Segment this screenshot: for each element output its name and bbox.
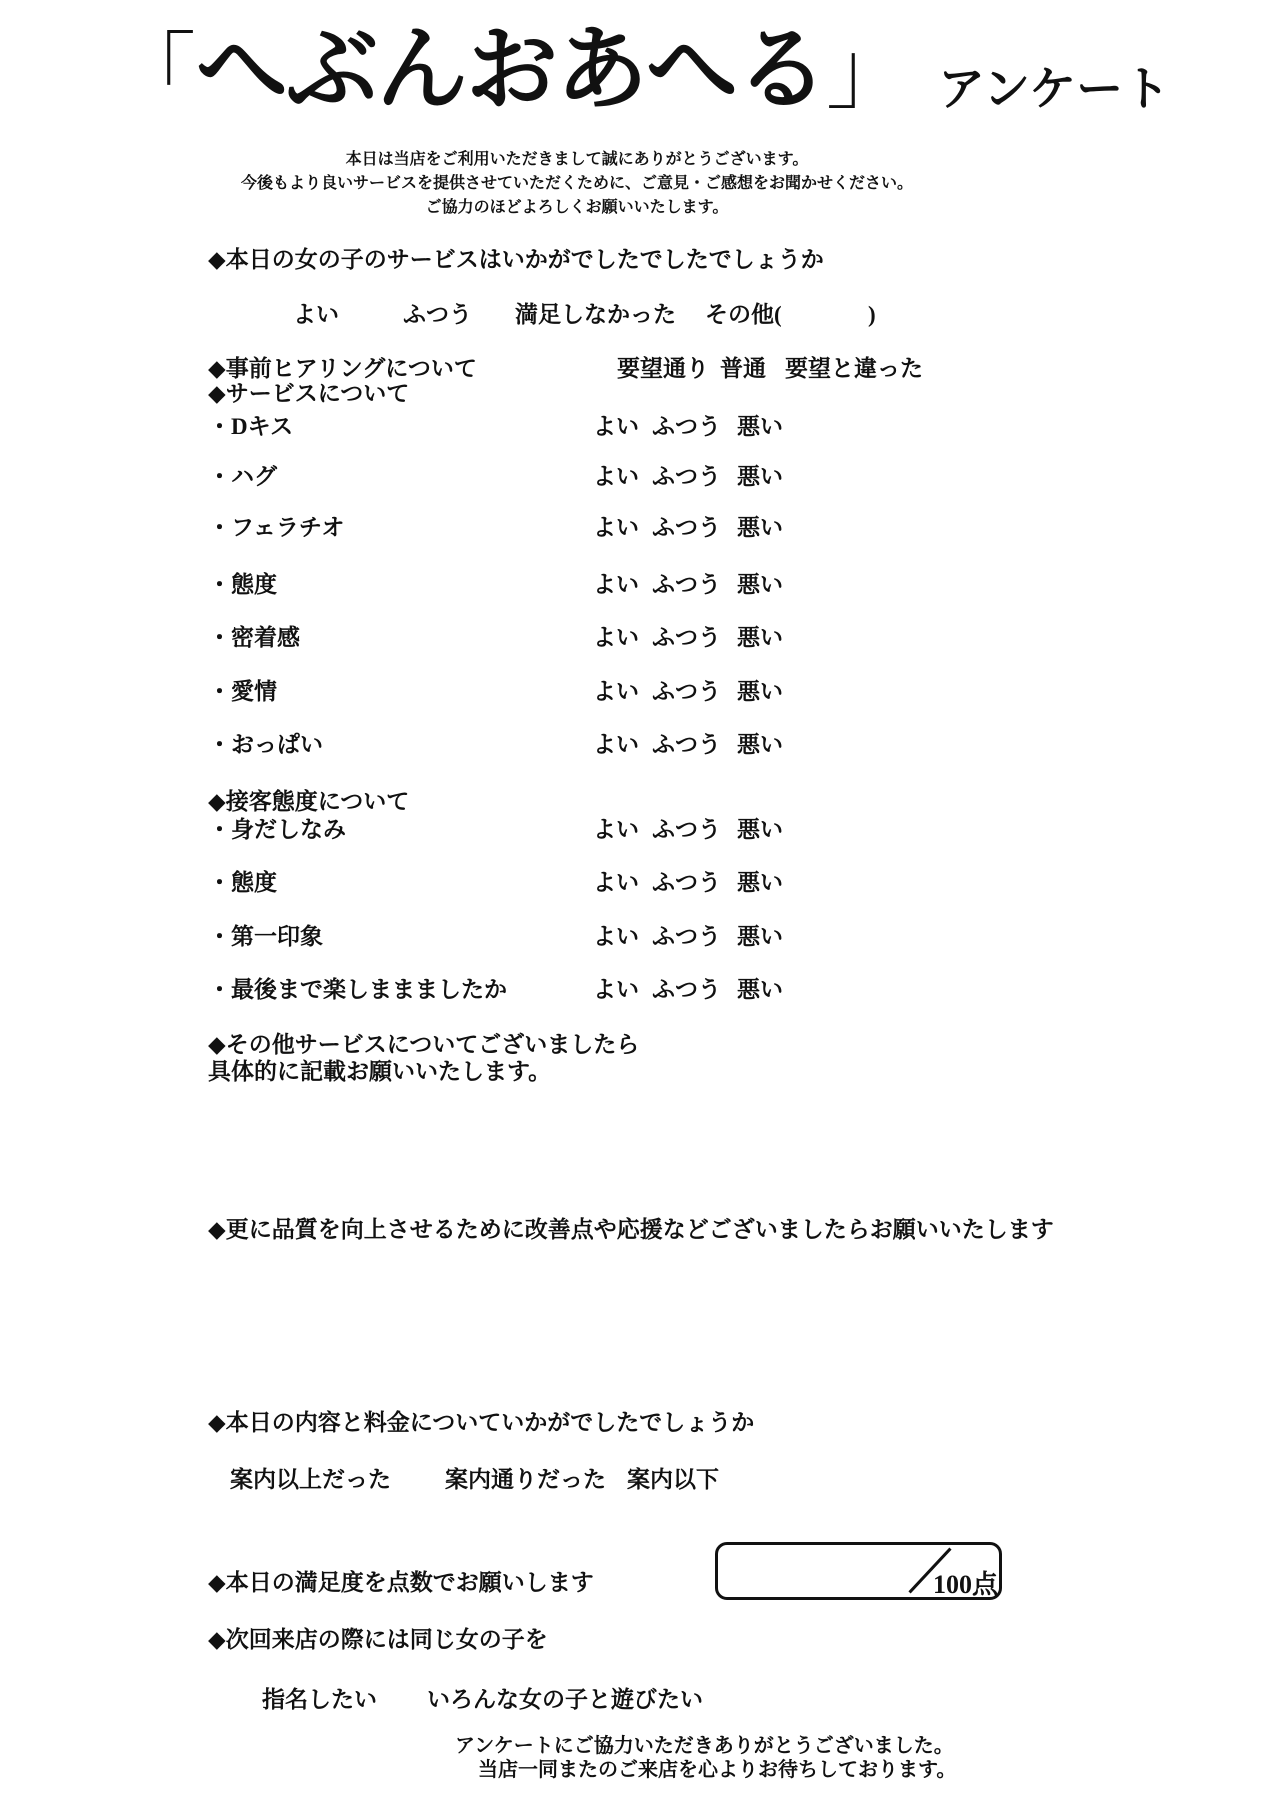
- option-normal[interactable]: ふつう: [652, 625, 721, 650]
- option-good[interactable]: よい: [593, 572, 639, 597]
- service-row-dkiss: [0, 412, 1280, 442]
- option-below-guided[interactable]: 案内以下: [627, 1467, 719, 1492]
- option-normal[interactable]: 普通: [720, 356, 766, 381]
- attitude-item-label: ・最後まで楽しままましたか: [208, 977, 507, 1002]
- service-row-attitude: [0, 570, 1280, 600]
- option-other-open-paren[interactable]: その他(: [705, 302, 782, 327]
- question-girl-service-options: [0, 300, 1280, 330]
- option-bad[interactable]: 悪い: [737, 625, 783, 650]
- option-good[interactable]: よい: [593, 977, 639, 1002]
- attitude-item-label: ・第一印象: [208, 924, 323, 949]
- attitude-item-label: ・態度: [208, 870, 277, 895]
- attitude-row-attitude: [0, 868, 1280, 898]
- option-nominate-same-girl[interactable]: 指名したい: [262, 1687, 377, 1712]
- option-good[interactable]: よい: [593, 924, 639, 949]
- option-bad[interactable]: 悪い: [737, 924, 783, 949]
- option-normal[interactable]: ふつう: [652, 515, 721, 540]
- question-hearing-row: [0, 354, 1280, 384]
- option-good[interactable]: よい: [593, 515, 639, 540]
- service-row-closeness: [0, 623, 1280, 653]
- service-row-fellatio: [0, 513, 1280, 543]
- option-good[interactable]: よい: [593, 817, 639, 842]
- question-price-options: [0, 1465, 1280, 1495]
- option-normal[interactable]: ふつう: [652, 572, 721, 597]
- option-bad[interactable]: 悪い: [737, 572, 783, 597]
- option-unsatisfied[interactable]: 満足しなかった: [515, 302, 676, 327]
- option-bad[interactable]: 悪い: [737, 679, 783, 704]
- option-good[interactable]: よい: [593, 870, 639, 895]
- section-header-attitude: ◆接客態度について: [208, 789, 410, 814]
- service-item-label: ・ハグ: [208, 464, 277, 489]
- option-normal[interactable]: ふつう: [652, 870, 721, 895]
- option-normal[interactable]: ふつう: [652, 732, 721, 757]
- option-good[interactable]: よい: [593, 464, 639, 489]
- question-price: ◆本日の内容と料金についていかがでしたでしょうか: [208, 1410, 755, 1435]
- title-open-bracket: 「: [112, 23, 197, 121]
- footer-welcome-back-line: 当店一同またのご来店を心よりお待ちしております。: [478, 1759, 957, 1781]
- attitude-row-grooming: [0, 815, 1280, 845]
- option-good[interactable]: よい: [593, 679, 639, 704]
- title-shop-name: へぶんおあへる: [196, 16, 827, 123]
- intro-paragraph: [0, 148, 1154, 220]
- service-row-hug: [0, 462, 1280, 492]
- option-normal[interactable]: ふつう: [652, 977, 721, 1002]
- service-item-label: ・フェラチオ: [208, 515, 345, 540]
- option-different-from-request[interactable]: 要望と違った: [785, 356, 923, 381]
- service-item-label: ・態度: [208, 572, 277, 597]
- option-above-guided[interactable]: 案内以上だった: [230, 1467, 391, 1492]
- title-close-bracket: 」: [826, 23, 911, 121]
- service-item-label: ・密着感: [208, 625, 300, 650]
- attitude-item-label: ・身だしなみ: [208, 817, 346, 842]
- option-normal[interactable]: ふつう: [652, 679, 721, 704]
- option-normal[interactable]: ふつう: [403, 302, 472, 327]
- option-bad[interactable]: 悪い: [737, 870, 783, 895]
- service-row-affection: [0, 677, 1280, 707]
- intro-line-2: 今後もより良いサービスを提供させていただくために、ご意見・ご感想をお聞かせください。: [240, 175, 913, 192]
- option-normal[interactable]: ふつう: [652, 924, 721, 949]
- option-bad[interactable]: 悪い: [737, 977, 783, 1002]
- section-header-service: ◆サービスについて: [208, 381, 410, 406]
- question-other-service-line2: 具体的に記載お願いいたします。: [208, 1059, 552, 1084]
- score-max-label: 100点: [933, 1570, 999, 1599]
- intro-line-3: ご協力のほどよろしくお願いいたします。: [425, 199, 729, 216]
- service-item-label: ・おっぱい: [208, 732, 323, 757]
- option-normal[interactable]: ふつう: [652, 817, 721, 842]
- option-as-requested[interactable]: 要望通り: [617, 356, 709, 381]
- attitude-row-first-impression: [0, 922, 1280, 952]
- question-next-visit: ◆次回来店の際には同じ女の子を: [208, 1627, 548, 1652]
- question-improvement: ◆更に品質を向上させるために改善点や応援などございましたらお願いいたします: [208, 1217, 1054, 1242]
- option-bad[interactable]: 悪い: [737, 414, 783, 439]
- question-other-service-line1: ◆その他サービスについてございましたら: [208, 1032, 640, 1057]
- option-bad[interactable]: 悪い: [737, 464, 783, 489]
- option-bad[interactable]: 悪い: [737, 515, 783, 540]
- question-hearing: ◆事前ヒアリングについて: [208, 356, 477, 381]
- option-as-guided[interactable]: 案内通りだった: [445, 1467, 606, 1492]
- option-bad[interactable]: 悪い: [737, 732, 783, 757]
- footer-thanks-line: アンケートにご協力いただきありがとうございました。: [455, 1735, 954, 1757]
- option-normal[interactable]: ふつう: [652, 464, 721, 489]
- page-title: [112, 10, 910, 132]
- option-bad[interactable]: 悪い: [737, 817, 783, 842]
- option-other-close-paren: ): [868, 302, 876, 327]
- option-good[interactable]: よい: [593, 732, 639, 757]
- attitude-row-enjoyed-to-end: [0, 975, 1280, 1005]
- option-good[interactable]: よい: [593, 414, 639, 439]
- question-next-visit-options: [0, 1685, 1280, 1715]
- question-score: ◆本日の満足度を点数でお願いします: [208, 1570, 594, 1595]
- option-normal[interactable]: ふつう: [652, 414, 721, 439]
- question-girl-service: ◆本日の女の子のサービスはいかがでしたでしたでしょうか: [208, 247, 824, 272]
- option-good[interactable]: よい: [293, 302, 339, 327]
- option-good[interactable]: よい: [593, 625, 639, 650]
- option-play-various-girls[interactable]: いろんな女の子と遊びたい: [427, 1687, 703, 1712]
- service-row-oppai: [0, 730, 1280, 760]
- intro-line-1: 本日は当店をご利用いただきまして誠にありがとうございます。: [345, 151, 809, 168]
- title-suffix-questionnaire: アンケート: [938, 64, 1171, 116]
- service-item-label: ・愛情: [208, 679, 277, 704]
- service-item-label: ・Dキス: [208, 414, 294, 439]
